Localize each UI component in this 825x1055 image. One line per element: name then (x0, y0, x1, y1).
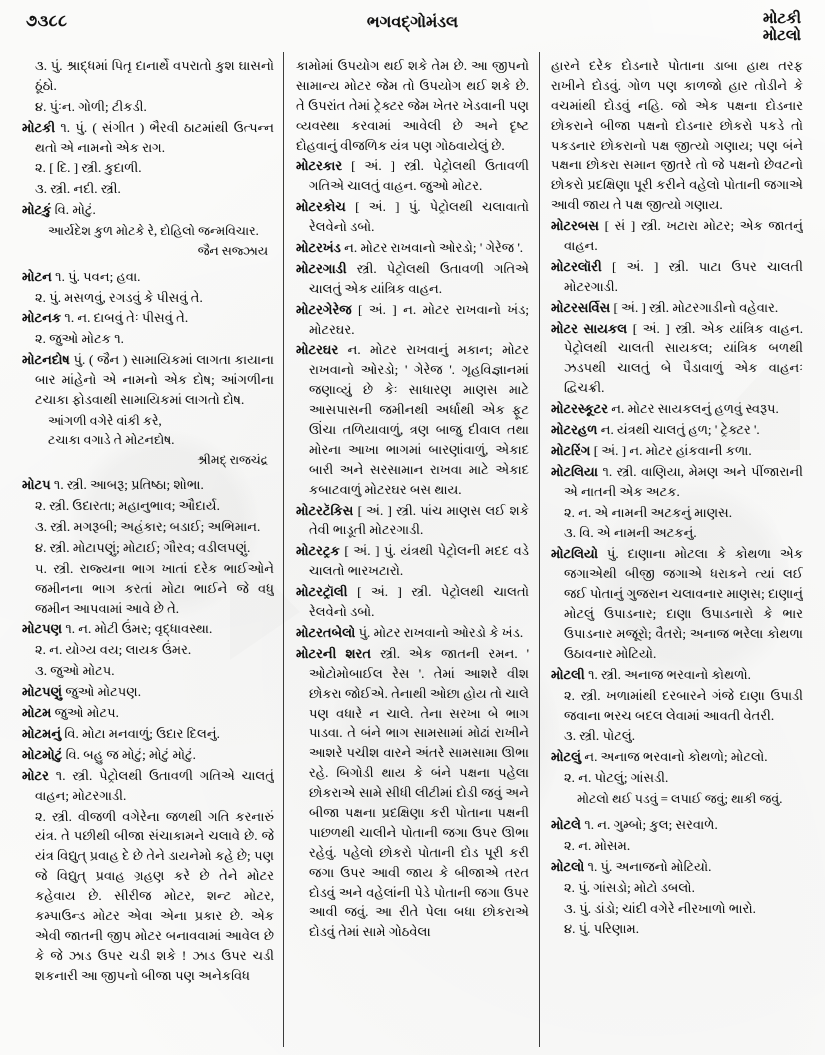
headword[interactable]: મોટકું (22, 202, 55, 218)
guide-word-second: મોટલો (762, 27, 801, 44)
entry-definition: ૧. સ્ત્રી. અનાજ ભરવાનો કોથળો. (588, 666, 751, 682)
entry-definition: વિ. બહુ જ મોટું; મોટું મોટું. (65, 746, 196, 762)
entry-definition: ૪. પું. પરિણામ. (564, 921, 640, 937)
sense-2-masagvun (22, 288, 274, 308)
quote-attribution: શ્રીમદ્ રાજચંદ્ર (197, 452, 268, 467)
entry-definition: ૧. ન. દાબવું તેઃ પીસવું તે. (64, 310, 189, 326)
entry-motapan (22, 619, 274, 639)
entry-definition: ૪. સ્ત્રી. મોટાપણું; મોટાઈ; ગૌરવ; વડીલપણું. (35, 539, 251, 555)
entry-definition: ૨. ન. એ નામની અટકનું માણસ. (564, 504, 733, 520)
sense-2-vijali (22, 807, 274, 986)
entry-motarlori (551, 257, 803, 297)
quote-line: આંગળી વગેરે વાંકી કરે, (48, 413, 162, 428)
headword[interactable]: મોટલું (551, 749, 585, 765)
headword[interactable]: મોટનક (22, 310, 65, 326)
sense-5-rajya (22, 559, 274, 619)
entry-definition: ૨. પું. મસળવું, રગડવું કે પીસવું તે. (35, 289, 203, 305)
entry-motartaxis (296, 501, 529, 541)
headword[interactable]: મોટરઘર (296, 342, 348, 358)
sense-4-motapanun (22, 538, 274, 558)
headword[interactable]: મોટરગાડી (296, 260, 357, 276)
entry-definition: ન. યંત્રથી ચાલતું હળ; ' ટ્રેક્ટર '. (600, 422, 760, 438)
entry-definition: કામોમાં ઉપયોગ થઈ શકે તેમ છે. આ જીપનો સામાન્ય મોટર જેમ તો ઉપયોગ થઈ શકે છે. તે ઉપરાંત તેમાં ટ્રેક્ટર જેમ ખેતર ખેડવાની પણ વ્યવસ્થા કરવામાં આવેલી છે અને દૃષ્ટ દોહવાનું વીજળિક યંત્ર પણ ગોઠવાયેલું છે. (296, 58, 529, 153)
entry-definition: ૨. સ્ત્રી. વીજળી વગેરેના જળથી ગતિ કરનારું યંત્ર. તે પછીથી બીજા સંચાકામને ચલાવે છે. જે યંત્ર વિદ્યુત્ પ્રવાહ દે છે તેને ડાયનેમો કહે છે; પણ જે વિદ્યુત્ પ્રવાહ ગ્રહણ કરે છે તેને મોટર કહેવાય છે. સીરીજ મોટર, શન્ટ મોટર, કમ્પાઉન્ડ મોટર એવા એના પ્રકાર છે. એક એવી જાતની જીપ મોટર બનાવવામાં આવેલ છે કે જે ઝાડ ઉપર ચડી શકે ! ઝાડ ઉપર ચડી શકનારી આ જીપનો બીજા પણ અનેકવિધ (35, 808, 274, 983)
headword[interactable]: મોટપ (22, 477, 54, 493)
entry-definition: ન. મોટર સાયકલનું હળવું સ્વરૂપ. (611, 401, 779, 417)
entry-definition: ૩. પું. ડાંડો; ચાંદી વગેરે નીરખાળો ભારો. (564, 900, 756, 916)
headword[interactable]: મોટલિયો (551, 546, 607, 562)
guide-word-first: મોટકી (763, 11, 801, 27)
headword[interactable]: મોટલો (551, 858, 588, 874)
entry-definition: [ અં. ] પું. પેટ્રોલથી ચલાવાતો રેલવેનો ડબો. (309, 199, 529, 235)
entry-definition: ૧. સ્ત્રી. આબરૂ; પ્રતિષ્ઠા; શોભા. (53, 477, 204, 493)
headword[interactable]: મોટરિંગ (551, 442, 594, 458)
headword[interactable]: મોટપણું (22, 684, 66, 700)
headword[interactable]: મોટન (22, 268, 56, 284)
headword[interactable]: મોટરકાર (296, 158, 352, 174)
headword[interactable]: મોટરની શરત (296, 645, 381, 661)
headword[interactable]: મોટરકોચ (296, 199, 356, 215)
entry-definition: ૩. સ્ત્રી. પોટલું. (564, 728, 636, 744)
sense-2-juo-motak (22, 329, 274, 349)
entry-motarhal (551, 420, 803, 440)
running-head (22, 10, 803, 54)
entry-motaliya (551, 462, 803, 502)
entry-definition: [ અં. ] સ્ત્રી. પેટ્રોલથી ઉતાવળી ગતિએ ચાલતું વાહન. જુઓ મોટર. (309, 158, 529, 194)
entry-definition: ૧. સ્ત્રી. પેટ્રોલથી ઉતાવળી ગતિએ ચાલતું વાહન; મોટરગાડી. (35, 767, 274, 803)
entry-motarservice (551, 298, 803, 318)
entry-motamotun (22, 745, 274, 765)
entry-motarbas (551, 216, 803, 256)
entry-motapanun (22, 682, 274, 702)
headword[interactable]: મોટરહળ (551, 422, 601, 438)
sense-3-kush (22, 56, 274, 96)
entry-definition: સ્ત્રી. એક જાતની રમન. ' ઓટોમોબાઈલ રેસ '. તેમાં આશરે વીશ છોકરા જોઈએ. તેનાથી ઓછા હોય તો ચાલે પણ વધારે ન ચાલે. તેના સરખા બે ભાગ પાડવા. તે બંને ભાગ સામસામાં મોઢાં રાખીને આશરે પચીશ વારને અંતરે સામસામા ઊભા રહે. બિગોડી થાય કે બંને પક્ષના પહેલા છોકરાએ સામે સીધી લીટીમાં દોડી જવું અને બીજા પક્ષના પ્રદક્ષિણા કરી પોતાના પક્ષની પાછળથી ચાલીને પોતાની જગા ઉપર ઊભા રહેવું. પહેલો છોકરો પોતાની દોડ પૂરી કરી જગા ઉપર આવી જાય કે બીજાએ તરત દોડવું અને વહેલાંની પેડે પોતાની જગા ઉપર આવી જવું. આ રીતે પેલા બધા છોકરાએ દોડવું તેમાં સામે ગોઠવેલા (309, 645, 529, 940)
sense-2-khalamathi (551, 686, 803, 726)
entry-definition: ૩. જુઓ મોટપ. (35, 663, 115, 679)
entry-motarghar (296, 340, 529, 499)
sense-3-atak-nu (551, 523, 803, 543)
entry-motartroli (296, 582, 529, 622)
headword[interactable]: મોટપણ (22, 621, 66, 637)
column-rule-right (539, 52, 540, 1047)
entry-definition: ૨. જુઓ મોટક ૧. (35, 331, 124, 347)
headword[interactable]: મોટર (22, 767, 56, 783)
entry-motale (551, 815, 803, 835)
entry-motaliyo (551, 544, 803, 663)
headword[interactable]: મોટરટ્રૉલી (296, 584, 358, 600)
entry-definition: ૩. સ્ત્રી. મગરૂબી; અહંકાર; બડાઈ; અભિમાન. (35, 519, 261, 535)
entry-definition: ૨. સ્ત્રી. ઉદારતા; મહાનુભાવ; ઔદાર્ય. (35, 498, 220, 514)
entry-definition: ૪. પુંઃન. ગોળી; ટીકડી. (35, 98, 147, 114)
quote-line: ટચાકા વગાડે તે મોટનદોષ. (48, 432, 175, 447)
entry-definition: [ અં. ] ન. મોટર રાખવાનો ખંડ; મોટરઘર. (309, 301, 529, 337)
headword[interactable]: મોટરસર્વિસ (551, 299, 614, 315)
cont-kamomam (296, 56, 529, 155)
quote-attribution: જૈન સજ્ઝાય (197, 244, 268, 259)
entry-definition: પું. ( જૈન ) સામાયિકમાં લાગતા કાયાના બાર માંહેનો એ નામનો એક દોષ; આંગળીના ટચાકા ફોડવાથી સામાયિકમાં લાગતો દોષ. (35, 352, 274, 407)
entry-motartruck (296, 541, 529, 581)
entry-motamanun (22, 724, 274, 744)
headword[interactable]: મોટલિયા (551, 463, 603, 479)
headword[interactable]: મોટરટૅકિસ (296, 502, 358, 518)
guide-words (763, 11, 801, 45)
entry-motargadi (296, 259, 529, 299)
headword[interactable]: મોટરબસ (551, 218, 605, 234)
entry-definition: ૨. ન. યોગ્ય વય; લાયક ઉંમર. (35, 642, 192, 658)
entry-definition: ૨. પું. ગાંસડો; મોટો ડબલો. (564, 879, 695, 895)
headword[interactable]: મોટરસ્કૂટર (551, 401, 612, 417)
headword[interactable]: મોટમનું (22, 725, 65, 741)
entry-motargarej (296, 300, 529, 340)
entry-motarkhand (296, 238, 529, 258)
quote-motalo (551, 790, 803, 809)
headword[interactable]: મોટરતબેલો (296, 624, 359, 640)
quote-motke (22, 222, 274, 261)
entry-definition: જુઓ મોટપણ. (65, 684, 141, 700)
entry-motalo (551, 857, 803, 877)
entry-definition: ૨. ન. મોસમ. (564, 837, 631, 853)
headword[interactable]: મોટમોટું (22, 746, 66, 762)
entry-definition: હારને દરેક દોડનારે પોતાના ડાબા હાથ તરફ રાખીને દોડવું. ગોળ પણ કાળજો હાર તોડીને કે વચમાંથી દોડવું નહિ. જો એક પક્ષના દોડનાર છોકરાને બીજા પક્ષનો દોડનાર છોકરો પકડે તો પકડનાર છોકરાનો પક્ષ જીત્યો ગણાય; પણ બંને પક્ષના છોકરા સમાન જીતરે તો જે પક્ષનો છેવટનો છોકરો પ્રદક્ષિણા પૂરી કરીને વહેલો પોતાની જગાએ આવી જાય તે પક્ષ જીત્યો ગણાય. (551, 58, 803, 213)
column-right (551, 56, 803, 1048)
entry-definition: [ અં. ] સ્ત્રી. પાંચ માણસ લઈ શકે તેવી ભાડૂતી મોટરગાડી. (309, 502, 529, 538)
entry-definition: ૩. પું. શ્રાદ્ધમાં પિતૃ દાનાર્થે વપરાતો કુશ ઘાસનો ઠૂંઠો. (35, 58, 274, 93)
entry-definition: સ્ત્રી. પેટ્રોલથી ઉતાવળી ગતિએ ચાલતું એક યાંત્રિક વાહન. (309, 260, 529, 296)
entry-definition: ન. અનાજ ભરવાનો કોથળો; મોટલો. (584, 749, 768, 765)
headword[interactable]: મોટનદોષ (22, 352, 74, 368)
headword[interactable]: મોટલી (551, 666, 589, 682)
headword[interactable]: મોટરગેરેજ (296, 301, 359, 317)
quote-angali (22, 412, 274, 469)
sense-3-nadi (22, 179, 274, 199)
entry-definition: ૧. સ્ત્રી. વાણિયા, મેમણ અને પીંજારાની એ નાતની એક અટક. (564, 463, 803, 499)
sense-4-parinam (551, 919, 803, 939)
entry-definition: ન. મોટર રાખવાનું મકાન; મોટર રાખવાનો ઓરડો; ' ગેરેજ '. ગૃહવિજ્ઞાનમાં જણાવ્યું છે કેઃ સાધારણ માણસ માટે આસપાસની જમીનથી અર્ધાથી એક ફૂટ ઊંચા તળિયાવાળું, ત્રણ બાજુ દીવાલ તથા મોરના આખા ભાગમાં બારણાંવાળું, એકાદ બારી અને સરસામાન રાખવા માટે એકાદ કબાટવાળું મોટરઘર બસ થાય. (309, 342, 529, 497)
sense-2-potalun (551, 768, 803, 788)
entry-definition: ૩. સ્ત્રી. નદી. સ્ત્રી. (35, 181, 121, 197)
entry-motar (22, 766, 274, 806)
headword[interactable]: મોટમ (22, 705, 55, 721)
entry-motkun (22, 200, 274, 220)
entry-definition: ૩. વિ. એ નામની અટકનું. (564, 525, 697, 541)
entry-definition: [ અં. ] પું. યંત્રથી પેટ્રોલની મદદ વડે ચાલતો ભારખટારો. (309, 543, 529, 579)
entry-motam (22, 703, 274, 723)
entry-motap (22, 475, 274, 495)
page-folio-number: ૭૩૮૮ (26, 13, 68, 30)
sense-2-udarata (22, 496, 274, 516)
entry-definition: [ અં. ] ન. મોટર હાંકવાની કળા. (593, 442, 752, 458)
column-middle (296, 56, 529, 1048)
entry-definition: વિ. મોટું. (54, 202, 96, 218)
sense-2-kudali (22, 158, 274, 178)
entry-motarkar (296, 156, 529, 196)
quote-line: મોટલો થઈ પડવું = લપાઈ જવું; થાકી જવું. (577, 792, 783, 807)
entry-motanak (22, 308, 274, 328)
headword[interactable]: મોટરખંડ (296, 240, 345, 256)
entry-definition: ૧. ન. મોટી ઉંમર; વૃદ્ધાવસ્થા. (65, 621, 213, 637)
headword[interactable]: મોટરટ્રક (296, 543, 345, 559)
entry-definition: વિ. મોટા મનવાળું; ઉદાર દિલનું. (64, 725, 220, 741)
entry-definition: ૧. પું. અનાજનો મોટિયો. (587, 858, 712, 874)
cont-hareen (551, 56, 803, 215)
entry-definition: પું. દાણાના મોટલા કે કોથળા એક જગાએથી બીજી જગાએ ધરાકને ત્યાં લઈ જઈ પોતાનું ગુજરાન ચલાવનાર માણસ; દાણાનું મોટલું ઉપાડનાર; દાણા ઉપાડનારો કે ભાર ઉપાડનાર મજૂરો; વૈતરો; અનાજ ભરેલા કોથળા ઉઠાવનાર મોટિયો. (564, 546, 803, 661)
sense-2-atak-manas (551, 503, 803, 523)
sense-2-moti-dabalo (551, 878, 803, 898)
entry-definition: [ સં ] સ્ત્રી. ખટારા મોટર; એક જાતનું વાહન. (564, 218, 803, 254)
sense-3-dandi (551, 899, 803, 919)
entry-definition: ન. મોટર રાખવાનો ઓરડો; ' ગેરેજ '. (344, 240, 524, 256)
column-left (22, 56, 274, 1048)
headword[interactable]: મોટર સાયકલ (551, 320, 633, 336)
entry-motki (22, 118, 274, 158)
entry-motali (551, 665, 803, 685)
sense-4-goli (22, 97, 274, 117)
book-title: ભગવદ્ગોમંડલ (366, 14, 459, 31)
entry-definition: [ અં. ] સ્ત્રી. મોટરગાડીનો વહેવાર. (613, 299, 779, 315)
entry-motan (22, 267, 274, 287)
entry-definition: ૧. પું. ( સંગીત ) ભૈરવી ઠાટમાંથી ઉત્પન્ન થતો એ નામનો એક રાગ. (35, 119, 274, 155)
entry-definition: ૧. ન. ગુમ્બો; કુલ; સરવાળે. (584, 816, 718, 832)
sense-2-yogya-vay (22, 640, 274, 660)
sense-2-mosam (551, 836, 803, 856)
entry-definition: [ અં. ] સ્ત્રી. એક યાંત્રિક વાહન. પેટ્રોલથી ચાલતી સાયકલ; યાંત્રિક બળથી ઝડપથી ચાલતું બે પૈડાવાળું એક વાહનઃ દ્વિચક્રી. (564, 320, 803, 396)
entry-definition: ૨. ન. પોટલું; ગાંસડી. (564, 770, 669, 786)
headword[interactable]: મોટલે (551, 816, 585, 832)
entry-motarscooter (551, 399, 803, 419)
entry-definition: [ અં. ] સ્ત્રી. પેટ્રોલથી ચાલતો રેલવેનો ડબો. (309, 584, 529, 620)
entry-definition: ૨. સ્ત્રી. ખળામાંથી દરબારને ગંજે દાણા ઉપાડી જવાના ભરચ બદલ લેવામાં આવતી વેતરી. (564, 687, 803, 723)
entry-definition: ૫. સ્ત્રી. રાજ્યના ભાગ ખાતાં દરેક ભાઈઓને જમીનના ભાગ કરતાં મોટા ભાઈને જે વધુ જમીન આપવામાં આવે છે તે. (35, 560, 274, 616)
entry-definition: ૨. [ દિ. ] સ્ત્રી. કુદાળી. (35, 160, 142, 176)
sense-3-juo-motap (22, 661, 274, 681)
entry-motar-sayakal (551, 319, 803, 399)
column-rule-left (283, 52, 284, 1047)
entry-definition: ૧. પું. પવન; હવા. (55, 268, 141, 284)
sense-3-potali (551, 726, 803, 746)
headword[interactable]: મોટરલૉરી (551, 258, 612, 274)
headword[interactable]: મોટકી (22, 119, 61, 135)
entry-motandosh (22, 350, 274, 410)
sense-3-magarubhi (22, 517, 274, 537)
entry-definition: પું. મોટર રાખવાનો ઓરડો કે ખંડ. (358, 624, 524, 640)
quote-line: આર્યદેશ કુળ મોટકે રે, દોહિલો જન્મવિચાર. (48, 224, 259, 239)
entry-definition: [ અં. ] સ્ત્રી. પાટા ઉપર ચાલતી મોટરગાડી. (564, 258, 803, 294)
entry-motartabelo (296, 623, 529, 643)
entry-definition: જુઓ મોટપ. (54, 705, 119, 721)
entry-motaring (551, 441, 803, 461)
entry-motarkoch (296, 197, 529, 237)
entry-motarni-sharat (296, 644, 529, 942)
entry-motalun (551, 747, 803, 767)
